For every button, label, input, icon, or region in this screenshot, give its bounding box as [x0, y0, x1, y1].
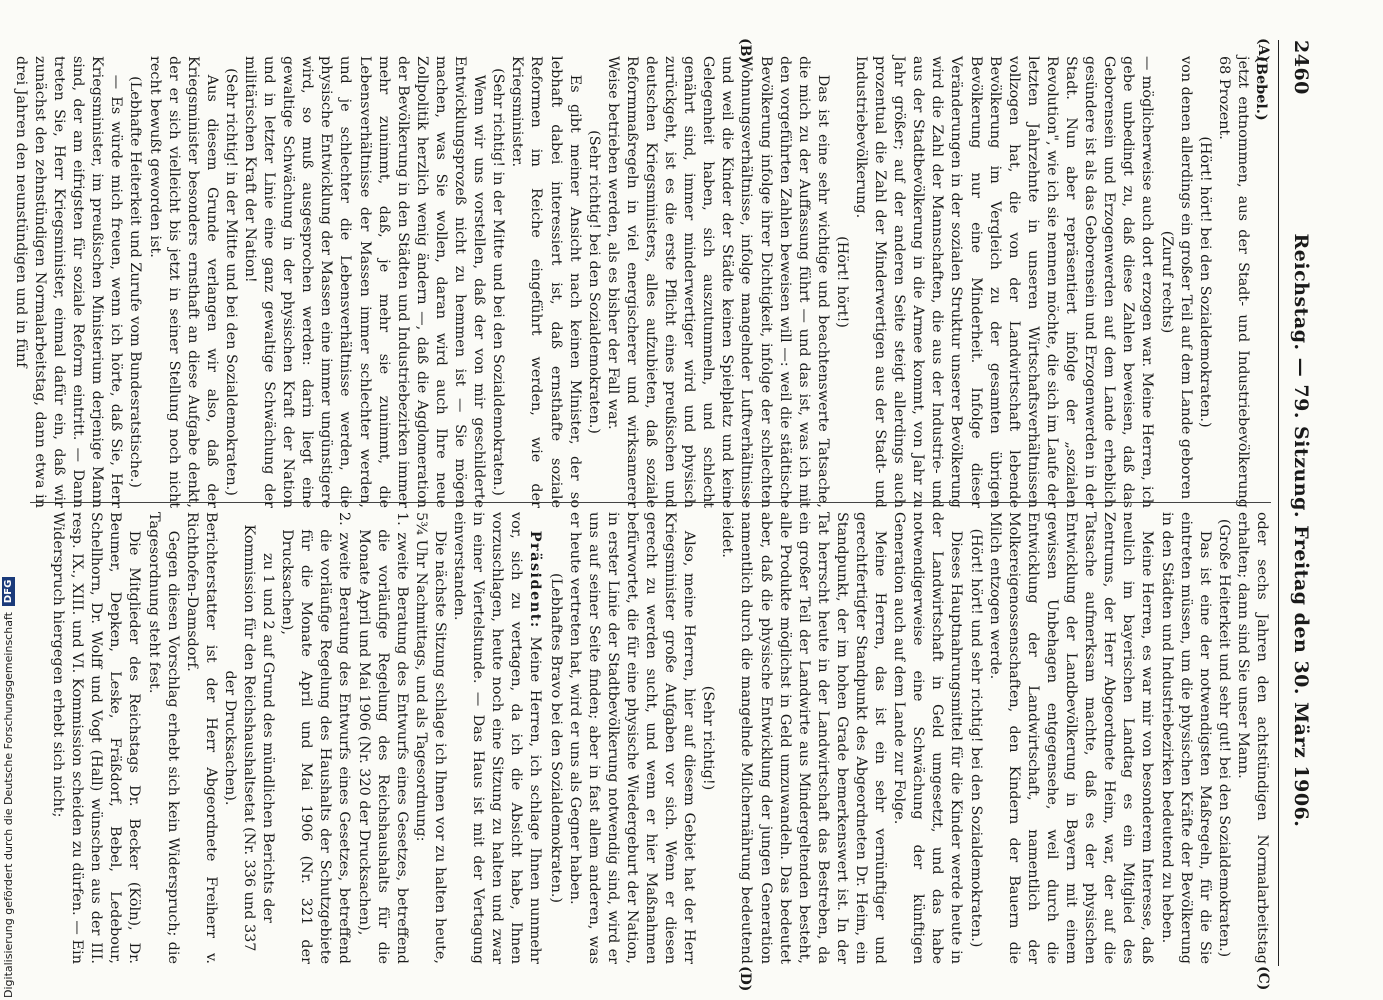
running-title: Reichstag. — 79. Sitzung. Freitag den 30. März 1906. [1290, 233, 1312, 828]
agenda-item: 1. zweite Beratung des Entwurfs eines Gesetzes, betreffend die vorläufige Regelung des Reichshaushalts für die Monate April und Mai 1906 (Nr. 320 der Drucksachen), [355, 512, 410, 964]
dfg-logo: DFG [2, 577, 15, 606]
interjection: (Sehr richtig! in der Mitte und bei den Sozialdemokraten.) [222, 68, 239, 496]
margin-marker-d: (D) [737, 966, 753, 992]
paragraph: Es gibt meiner Ansicht nach keinen Minister, der so lebhaft dabei interessiert ist, daß ernsthafte soziale Reformen im Reiche eingeführt werden, wie der Kriegsminister. [509, 56, 583, 508]
agenda-item: 2. zweite Beratung des Entwurfs eines Gesetzes, betreffend die vorläufige Regelung des Haushalts der Schutzgebiete für die Monate April und Mai 1906 (Nr. 321 der Drucksachen), [279, 512, 353, 964]
interjection: (Hört! hört! bei den Sozialdemokraten.) [1196, 136, 1213, 428]
interjection: (Große Heiterkeit und sehr gut! bei den Sozialdemokraten.) [1215, 518, 1232, 958]
president-label: Präsident: [527, 530, 545, 629]
paragraph: Das ist eine der notwendigsten Maßregeln, für die Sie eintreten müssen, um die physischen Kräfte der Bevölkerung in den Städten und Industriebezirken bedeutend zu heben. [1158, 512, 1213, 964]
digitization-credit [2, 577, 15, 998]
interjection: (Sehr richtig! in der Mitte und bei den Sozialdemokraten.) [490, 68, 507, 496]
rapporteur-note: Berichterstatter ist der Herr Abgeordnete Freiherr v. Richthofen-Damsdorf. [183, 512, 219, 964]
credit-text: Digitalisierung gefördert durch die Deutsche Forschungsgemeinschaft [2, 612, 15, 998]
margin-marker-a: (A) [1255, 38, 1271, 63]
paragraph: Meine Herren, das ist ein sehr vernünftiger und gerechtfertigter Standpunkt des Abgeordneten Dr. Heim, ein Standpunkt, der im hohen Grade bemerkenswert ist. In der Tat herrscht heute in der Landwirtschaft das Bestreben, da ein großer Teil der Landwirte aus Mindergeltenden besteht, alle Produkte möglichst in Geld umzuwandeln. Das bedeutet aber, daß die physische Entwicklung der jungen Generation namentlich durch die mangelnde Milchernährung bedeutend leidet. [719, 512, 889, 964]
left-column [11, 56, 1271, 508]
paragraph: jetzt entnommen, aus der Stadt- und Industriebevölkerung 68 Prozent. [1215, 56, 1251, 508]
paragraph: Die Mitglieder des Reichstags Dr. Becker (Köln), Dr. Beumer, Depken, Leske, Fräßdorf, Bebel, Ledebour, Schellhorn, Dr. Wolff und Vogt (Hall) wünschen aus der III. resp. IX., XIII. und VI. Kommission scheiden zu dürfen. — Ein Widerspruch hiergegen erhebt sich nicht; [50, 512, 143, 964]
paragraph: Die nächste Sitzung schlage ich Ihnen vor zu halten heute, 5¾ Uhr Nachmittags, und als Tagesordnung: [412, 512, 448, 964]
paragraph: Meine Herren, es war mir von besonderem Interesse, daß neulich im bayerischen Landtag es ein Mitglied des Zentrums, der Herr Abgeordnete Heim, war, der auf die Tatsache aufmerksam machte, daß es der physischen Entwicklung der Landbevölkerung in Bayern mit einem gewissen Unbehagen entgegensehe, weil durch die Entwicklung der Landwirtschaft, namentlich der Molkereigenossenschaften, den Kindern der Bauern die Milch entzogen werde. [986, 512, 1156, 964]
paragraph: Also, meine Herren, hier auf diesem Gebiet hat der Herr Kriegsminister große Aufgaben vor sich. Wenn er diesen gerecht zu werden sucht, und wenn er hier Maßnahmen befürwortet, die für eine physische Wiedergeburt der Nation, in erster Linie der Stadtbevölkerung notwendig sind, wird er uns auf seiner Seite finden; aber in fast allem anderen, was er heute vertreten hat, wird er uns als Gegner haben. [566, 512, 698, 964]
interjection: (Sehr richtig!) [700, 685, 717, 791]
interjection: (Sehr richtig! bei den Sozialdemokraten.) [585, 130, 602, 434]
interjection: (Hört! hört! und sehr richtig! bei den Sozialdemokraten.) [967, 528, 984, 948]
paragraph: oder sechs Jahren den achtstündigen Normalarbeitstag erhalten; dann sind Sie unser Mann. [1234, 512, 1270, 964]
speaker-label: (Bebel.) [1253, 56, 1270, 121]
agenda-note: zu 1 und 2 auf Grund des mündlichen Berichts der Kommission für den Reichshaushaltsetat (Nr. 336 und 337 der Drucksachen). [221, 524, 277, 952]
interjection: (Lebhaftes Bravo bei den Sozialdemokraten.) [547, 572, 564, 904]
paragraph: Das ist eine sehr wichtige und beachtenswerte Tatsache, die mich zu der Auffassung führt — und das ist, was ich mit den vorgeführten Zahlen beweisen will —: weil die städtische Bevölkerung infolge ihrer Dichtigkeit, infolge der schlechten Wohnungsverhältnisse, infolge mangelnder Luftverhältnisse und weil die Kinder der Städte keinen Spielplatz und keine Gelegenheit haben, sich auszutummeln, und schlecht genährt sind, immer minderwertiger wird und physisch zurückgeht, ist es die erste Pflicht eines preußischen und deutschen Kriegsministers, alles aufzubieten, daß soziale Reformmaßregeln in viel energischerer und wirksamerer Weise betrieben werden, als es bisher der Fall war. [604, 56, 831, 508]
paragraph: Aus diesem Grunde verlangen wir also, daß der Kriegsminister besonders ernsthaft an diese Aufgabe denkt, der er sich vielleicht bis jetzt in seiner Stellung noch nicht recht bewußt geworden ist. [146, 56, 220, 508]
paragraph: — Es würde mich freuen, wenn ich hörte, daß Sie, Herr Kriegsminister, im preußischen Ministerium derjenige Mann sind, der am eifrigsten für soziale Reform eintritt. — Dann treten Sie, Herr Kriegsminister, einmal dafür ein, daß wir zunächst den zehnstündigen Normalarbeitstag, dann etwa in drei Jahren den neunstündigen und in fünf [12, 56, 125, 508]
page-header [1281, 40, 1321, 966]
margin-marker-c: (C) [1255, 966, 1271, 991]
header-rule [1278, 40, 1279, 966]
interjection: (Hört! hört!) [833, 236, 850, 328]
interjection: (Zuruf rechts) [1158, 230, 1175, 334]
paragraph: Dieses Hauptnahrungsmittel für die Kinder werde heute in der Landwirtschaft in Geld umgesetzt, und das habe notwendigerweise eine Schwächung der künftigen Generation auch auf dem Lande zur Folge. [891, 512, 965, 964]
paragraph: von denen allerdings ein großer Teil auf dem Lande geboren [1177, 56, 1194, 500]
right-column [48, 512, 1271, 964]
page-number: 2460 [1290, 40, 1312, 95]
paragraph: — möglicherweise auch dort erzogen war. Meine Herren, ich gebe unbedingt zu, daß diese Zahlen beweisen, daß das Geborensein und Erzogenwerden auf dem Lande erheblich gesündere ist als das Geborensein und Erzogenwerden in der Stadt. Nun aber repräsentiert infolge der „sozialen Revolution", wie ich sie nennen möchte, die sich im Laufe der letzten Jahrzehnte in unseren Wirtschaftsverhältnissen vollzogen hat, die von der Landwirtschaft lebende Bevölkerung im Vergleich zu der gesamten übrigen Bevölkerung nur eine Minderheit. Infolge dieser Veränderungen in der sozialen Struktur unserer Bevölkerung wird die Zahl der Mannschaften, die aus der Industrie- und aus der Stadtbevölkerung in die Armee kommt, von Jahr zu Jahr größer; auf der anderen Seite steigt allerdings auch prozentual die Zahl der Minderwertigen aus der Stadt- und Industriebevölkerung. [853, 56, 1156, 508]
margin-marker-b: (B) [737, 38, 753, 64]
president-text: Meine Herren, ich schlage Ihnen nunmehr vor, sich zu vertagen, da ich die Absicht habe, Ihnen vorzuschlagen, heute noch eine Sitzung zu halten und zwar in einer Viertelstunde. — Das Haus ist mit der Vertagung einverstanden. [451, 512, 544, 964]
column-divider [30, 502, 1271, 503]
paragraph: Gegen diesen Vorschlag erhebt sich kein Widerspruch; die Tagesordnung steht fest. [145, 512, 181, 964]
president-paragraph [449, 512, 545, 964]
interjection: (Lebhafte Heiterkeit und Zurufe vom Bundesratstische.) [127, 76, 144, 488]
paragraph: Wenn wir uns vorstellen, daß der von mir geschilderte Entwicklungsprozeß nicht zu hemmen ist — Sie mögen machen, was Sie wollen, daran wird auch Ihre neue Zollpolitik herzlich wenig ändern —, daß die Agglomeration der Bevölkerung in den Städten und Industriebezirken immer mehr zunimmt, daß, je mehr sie zunimmt, die Lebensverhältnisse der Massen immer schlechter werden, und je schlechter die Lebensverhältnisse werden, die physische Entwicklung der Massen eine immer ungünstigere wird, so muß ausgesprochen werden: darin liegt eine gewaltige Schwächung in der physischen Kraft der Nation und in letzter Linie eine ganz gewaltige Schwächung der militärischen Kraft der Nation! [242, 56, 488, 508]
